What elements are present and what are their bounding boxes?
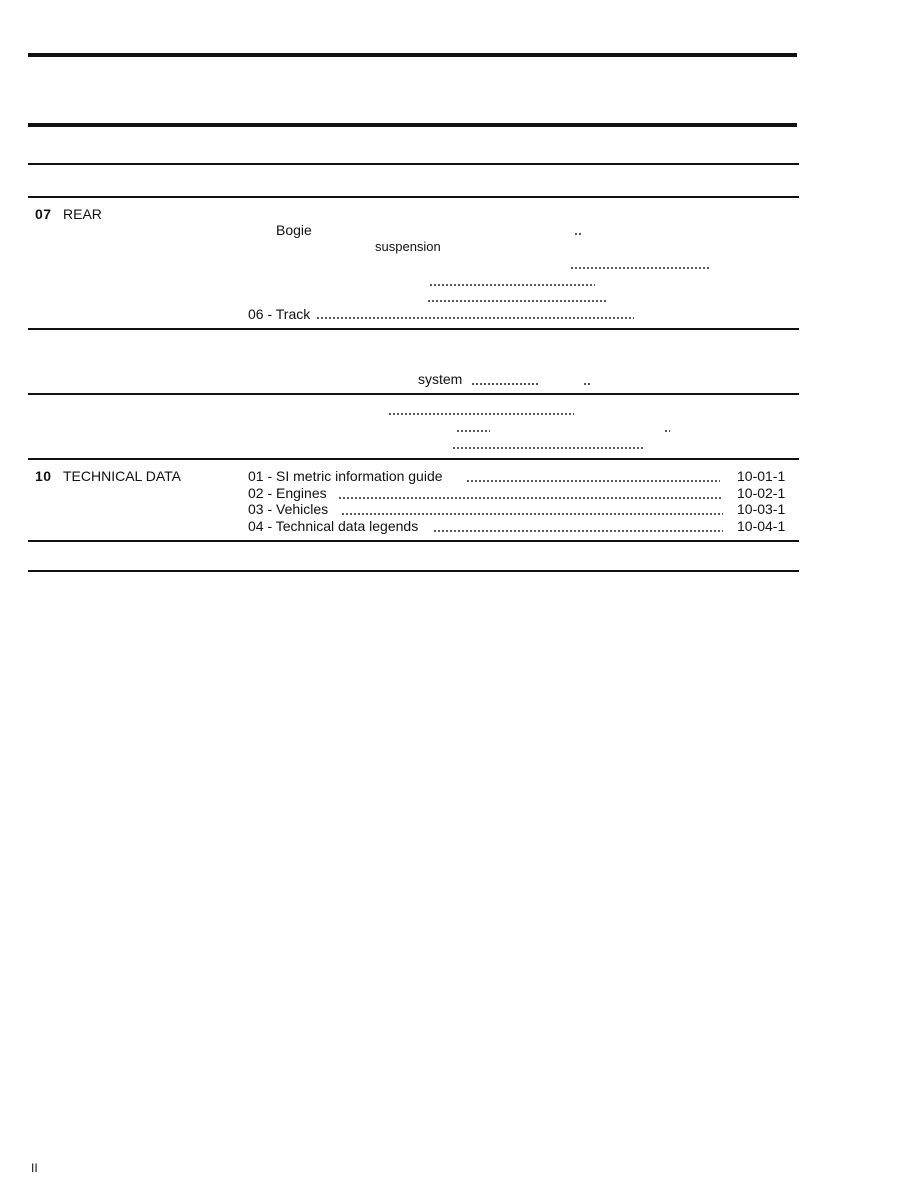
dot-leader xyxy=(456,430,490,432)
dot-leader xyxy=(570,267,710,269)
toc-page-number[interactable]: 10-01-1 xyxy=(737,468,786,484)
toc-entry-label[interactable]: 01 - SI metric information guide xyxy=(248,468,443,484)
section-divider xyxy=(28,328,799,330)
header-top-rule xyxy=(28,53,797,57)
section-title: REAR xyxy=(63,206,102,222)
toc-page-number[interactable]: 10-02-1 xyxy=(737,485,786,501)
section-divider xyxy=(28,393,799,395)
toc-entry[interactable]: 06 - Track xyxy=(248,306,311,322)
section-divider xyxy=(28,570,799,572)
section-title: TECHNICAL DATA xyxy=(63,468,181,484)
dot-leader xyxy=(452,447,644,449)
section-divider xyxy=(28,458,799,460)
toc-entry-label[interactable]: 04 - Technical data legends xyxy=(248,518,419,534)
toc-entry[interactable]: system xyxy=(418,371,463,387)
footer-page-number: II xyxy=(31,1161,38,1175)
dot-leader xyxy=(429,284,595,286)
dot-leader xyxy=(341,513,723,515)
section-number: 07 xyxy=(35,206,52,222)
section-number: 10 xyxy=(35,468,52,484)
dot-leader xyxy=(466,480,720,482)
toc-page-number[interactable]: 10-03-1 xyxy=(737,501,786,517)
dot-leader xyxy=(574,233,582,235)
section-divider xyxy=(28,163,799,165)
dot-leader xyxy=(316,317,634,319)
toc-entry[interactable]: suspension xyxy=(375,239,441,254)
header-bottom-rule xyxy=(28,123,797,127)
dot-leader xyxy=(664,430,670,432)
section-divider xyxy=(28,196,799,198)
dot-leader xyxy=(338,497,723,499)
dot-leader xyxy=(583,383,591,385)
toc-entry-label[interactable]: 02 - Engines xyxy=(248,485,327,501)
dot-leader xyxy=(471,383,539,385)
toc-entry-label[interactable]: 03 - Vehicles xyxy=(248,501,329,517)
toc-entry[interactable]: Bogie xyxy=(276,222,312,238)
toc-page-number[interactable]: 10-04-1 xyxy=(737,518,786,534)
section-divider xyxy=(28,540,799,542)
dot-leader xyxy=(388,413,574,415)
dot-leader xyxy=(433,530,723,532)
dot-leader xyxy=(427,300,607,302)
